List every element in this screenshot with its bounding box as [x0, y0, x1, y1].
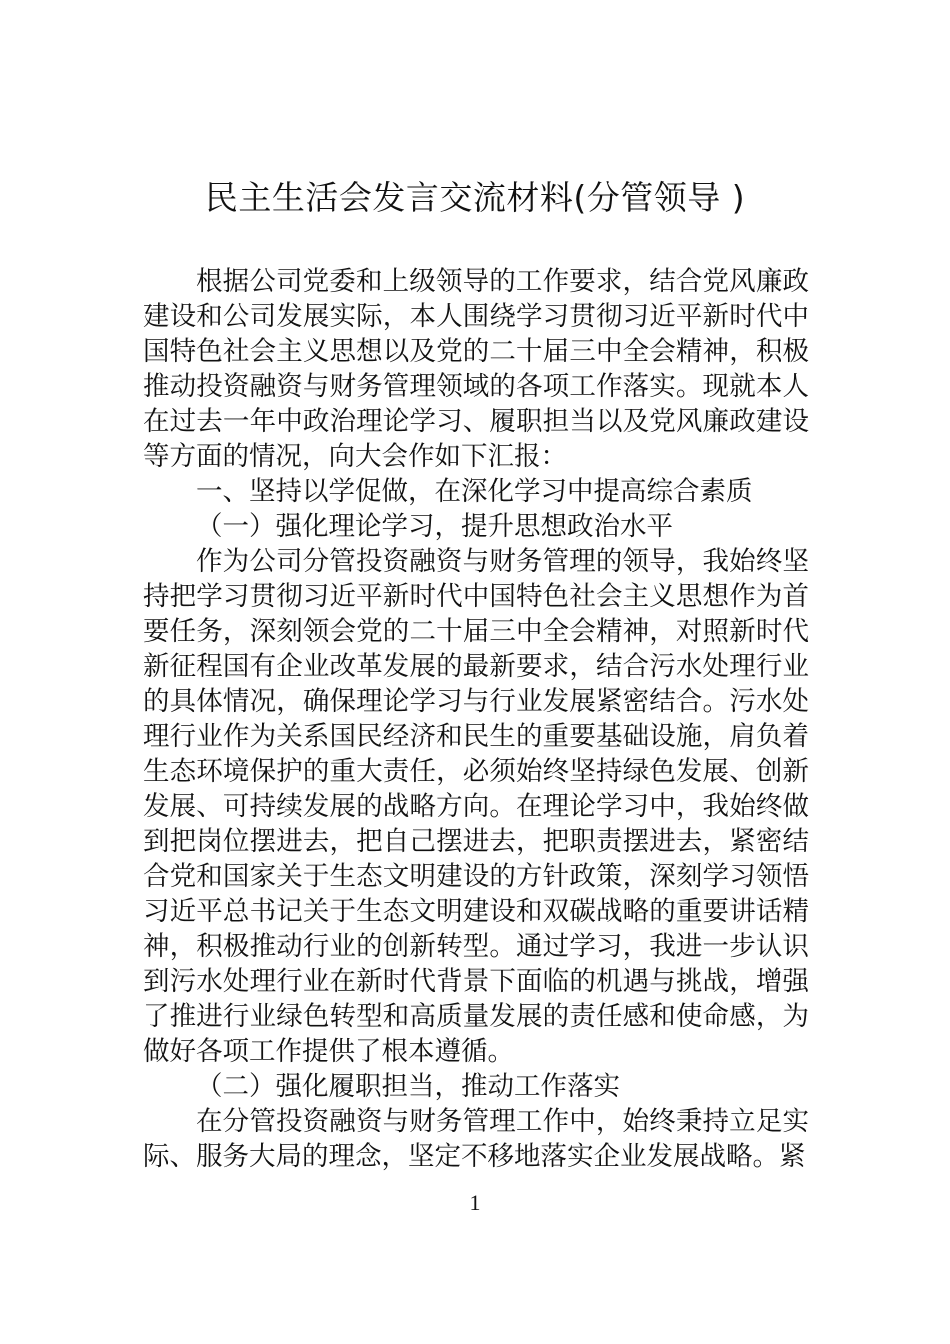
subsection-heading-2: （二）强化履职担当，推动工作落实	[196, 1071, 620, 1102]
document-body	[143, 264, 809, 1174]
body-paragraph-2: 在分管投资融资与财务管理工作中，始终秉持立足实际、服务大局的理念，坚定不移地落实企业发展战略。紧	[143, 1106, 809, 1172]
section-heading-1: 一、坚持以学促做，在深化学习中提高综合素质	[196, 476, 753, 507]
subsection-heading-1: （一）强化理论学习，提升思想政治水平	[196, 511, 673, 542]
intro-paragraph: 根据公司党委和上级领导的工作要求，结合党风廉政建设和公司发展实际，本人围绕学习贯彻习近平新时代中国特色社会主义思想以及党的二十届三中全会精神，积极推动投资融资与财务管理领域的各项工作落实。现就本人在过去一年中政治理论学习、履职担当以及党风廉政建设等方面的情况，向大会作如下汇报：	[143, 266, 809, 472]
page-number: 1	[469, 1190, 481, 1215]
document-title: 民主生活会发言交流材料(分管领导 )	[204, 178, 746, 217]
body-paragraph-1: 作为公司分管投资融资与财务管理的领导，我始终坚持把学习贯彻习近平新时代中国特色社会主义思想作为首要任务，深刻领会党的二十届三中全会精神，对照新时代新征程国有企业改革发展的最新要求，结合污水处理行业的具体情况，确保理论学习与行业发展紧密结合。污水处理行业作为关系国民经济和民生的重要基础设施，肩负着生态环境保护的重大责任，必须始终坚持绿色发展、创新发展、可持续发展的战略方向。在理论学习中，我始终做到把岗位摆进去，把自己摆进去，把职责摆进去，紧密结合党和国家关于生态文明建设的方针政策，深刻学习领悟习近平总书记关于生态文明建设和双碳战略的重要讲话精神，积极推动行业的创新转型。通过学习，我进一步认识到污水处理行业在新时代背景下面临的机遇与挑战，增强了推进行业绿色转型和高质量发展的责任感和使命感，为做好各项工作提供了根本遵循。	[143, 546, 809, 1067]
